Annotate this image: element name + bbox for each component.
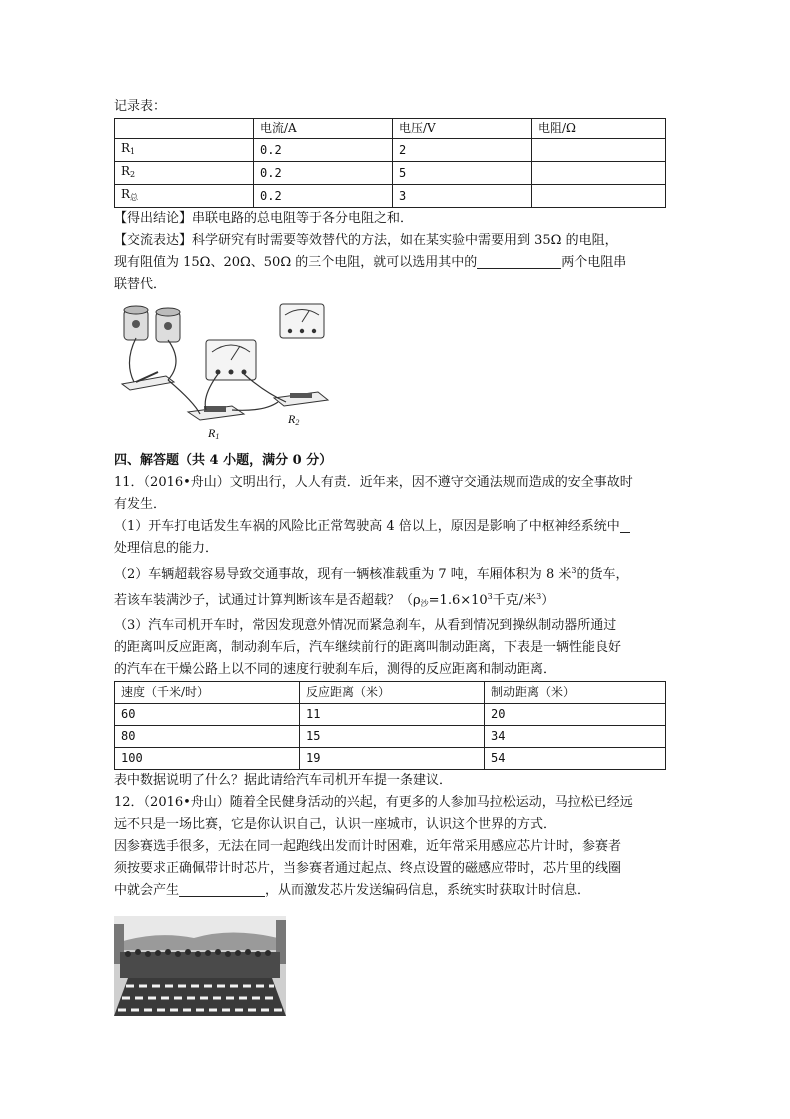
q12-line-2: 远不只是一场比赛，它是你认识自己，认识一座城市，认识这个世界的方式． <box>114 817 557 832</box>
table-header-cell: 制动距离（米） <box>485 682 666 704</box>
table-row <box>115 726 666 748</box>
voltmeter-icon <box>280 304 324 338</box>
q12-line-5: 中就会产生 ，从而激发芯片发送编码信息，系统实时获取计时信息． <box>114 883 591 898</box>
voltage-cell: 3 <box>393 185 532 208</box>
exchange-line-2: 现有阻值为 15Ω、20Ω、50Ω 的三个电阻，就可以选用其中的 两个电阻串 <box>114 255 627 270</box>
answer-blank[interactable] <box>179 882 265 897</box>
table-header-cell: 电阻/Ω <box>532 119 666 139</box>
voltmeter-icon <box>206 340 256 380</box>
table-header-cell <box>115 119 254 139</box>
resistance-cell[interactable] <box>532 139 666 162</box>
answer-blank[interactable] <box>477 254 561 269</box>
q12-line-1: 12．（2016•舟山）随着全民健身活动的兴起，有更多的人参加马拉松运动，马拉松已经远 <box>114 795 633 810</box>
resistor-r2-board <box>274 392 328 406</box>
table-row <box>115 162 666 185</box>
q11-part3-line-3: 的汽车在干燥公路上以不同的速度行驶刹车后，测得的反应距离和制动距离． <box>114 662 557 677</box>
q11-part2-line-2: 若该车装满沙子，试通过计算判断该车是否超载？（$\rho_沙=1.6\times 10^3$千克/米$^3$） <box>114 592 555 608</box>
q11-part3-line-2: 的距离叫反应距离，制动刹车后，汽车继续前行的距离叫制动距离，下表是一辆性能良好 <box>114 640 622 655</box>
reaction-distance-cell: 11 <box>300 704 485 726</box>
record-label: 记录表： <box>114 99 167 114</box>
row-name: $R_总$ <box>115 185 254 208</box>
resistance-cell[interactable] <box>532 162 666 185</box>
record-table <box>114 118 666 208</box>
braking-distance-cell: 54 <box>485 748 666 770</box>
voltage-cell: 5 <box>393 162 532 185</box>
speed-cell: 80 <box>115 726 300 748</box>
conclusion-text: 【得出结论】串联电路的总电阻等于各分电阻之和． <box>114 211 414 226</box>
r2-label: $R_2$ <box>288 412 300 427</box>
speed-cell: 100 <box>115 748 300 770</box>
table-header-row <box>115 682 666 704</box>
answer-blank[interactable] <box>620 518 630 533</box>
circuit-figure <box>114 302 334 442</box>
worksheet-page <box>114 96 674 1016</box>
table-header-cell: 电压/V <box>393 119 532 139</box>
table-header-cell: 速度（千米/时） <box>115 682 300 704</box>
table-row <box>115 139 666 162</box>
switch-icon <box>122 372 174 390</box>
speed-cell: 60 <box>115 704 300 726</box>
current-cell: 0.2 <box>254 162 393 185</box>
circuit-illustration <box>114 302 334 442</box>
voltage-cell: 2 <box>393 139 532 162</box>
r1-label: $R_1$ <box>208 426 220 441</box>
marathon-start-image <box>114 916 286 1016</box>
q12-line-4: 须按要求正确佩带计时芯片，当参赛者通过起点、终点设置的磁感应带时，芯片里的线圈 <box>114 861 622 876</box>
table-row <box>115 748 666 770</box>
braking-distance-cell: 34 <box>485 726 666 748</box>
table-row <box>115 704 666 726</box>
table-header-row <box>115 119 666 139</box>
exchange-line-3: 联替代． <box>114 277 167 292</box>
table-row <box>115 185 666 208</box>
q11-line-1: 11．（2016•舟山）文明出行，人人有责．近年来，因不遵守交通法规而造成的安全事故时 <box>114 475 633 490</box>
exchange-line-1: 【交流表达】科学研究有时需要等效替代的方法，如在某实验中需要用到 35Ω 的电阻， <box>114 233 618 248</box>
reaction-distance-cell: 15 <box>300 726 485 748</box>
table-header-cell: 电流/A <box>254 119 393 139</box>
braking-distance-cell: 20 <box>485 704 666 726</box>
current-cell: 0.2 <box>254 139 393 162</box>
q11-part2-line-1: （2）车辆超载容易导致交通事故，现有一辆核准载重为 7 吨，车厢体积为 8 米$^3$的货车， <box>114 566 629 582</box>
q11-line-2: 有发生． <box>114 497 167 512</box>
marathon-photo <box>114 916 286 1016</box>
reaction-distance-cell: 19 <box>300 748 485 770</box>
row-name: $R_1$ <box>115 139 254 162</box>
row-name: $R_2$ <box>115 162 254 185</box>
current-cell: 0.2 <box>254 185 393 208</box>
q11-part1-line-1: （1）开车打电话发生车祸的风险比正常驾驶高 4 倍以上，原因是影响了中枢神经系统中 <box>114 516 674 538</box>
resistance-cell[interactable] <box>532 185 666 208</box>
table-header-cell: 反应距离（米） <box>300 682 485 704</box>
braking-table <box>114 681 666 770</box>
q11-after-table: 表中数据说明了什么？据此请给汽车司机开车提一条建议． <box>114 773 453 788</box>
q11-part3-line-1: （3）汽车司机开车时，常因发现意外情况而紧急刹车，从看到情况到操纵制动器所通过 <box>114 618 617 633</box>
q11-part1-line-2: 处理信息的能力． <box>114 541 219 556</box>
battery-icon <box>124 306 180 342</box>
q12-line-3: 因参赛选手很多，无法在同一起跑线出发而计时困难，近年常采用感应芯片计时，参赛者 <box>114 839 622 854</box>
section-heading: 四、解答题（共 4 小题，满分 0 分） <box>114 453 333 468</box>
